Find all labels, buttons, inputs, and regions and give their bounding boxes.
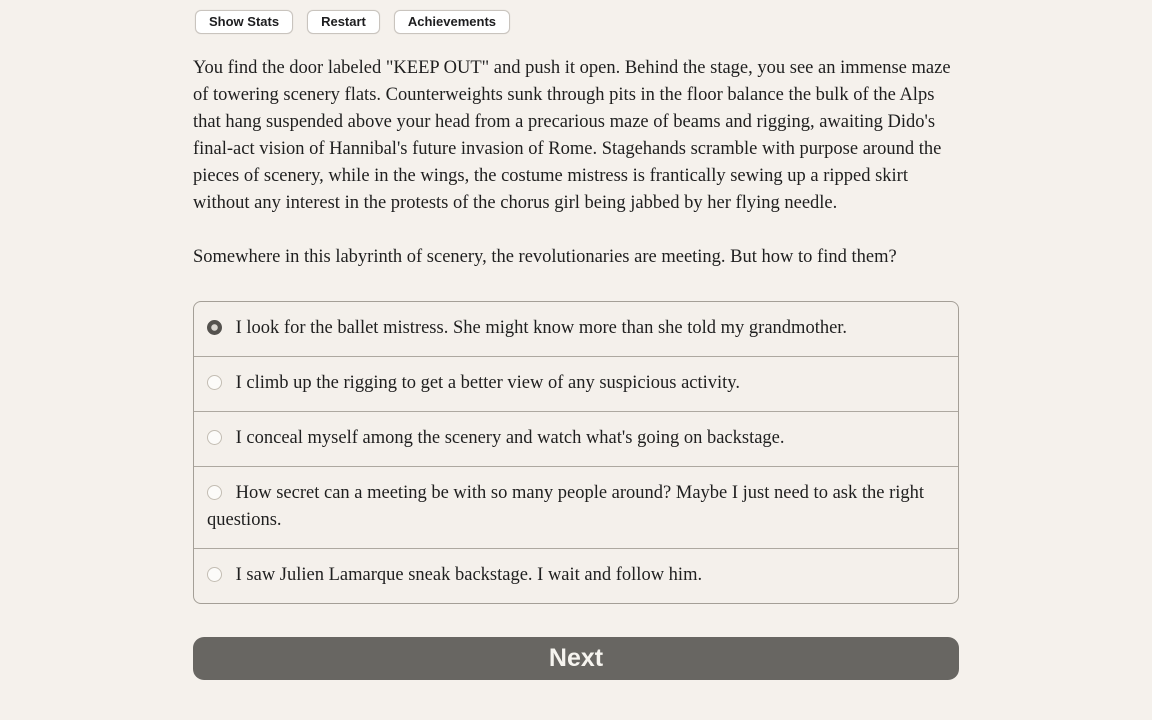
show-stats-button[interactable]: Show Stats [195,10,293,34]
story-text [193,55,959,271]
choice-option-conceal-myself[interactable] [194,411,958,466]
choice-list [193,301,959,604]
choice-radio[interactable] [207,320,222,335]
achievements-button[interactable]: Achievements [394,10,510,34]
toolbar [195,10,959,34]
choice-radio[interactable] [207,567,222,582]
next-button[interactable]: Next [193,637,959,680]
choice-label: I look for the ballet mistress. She might know more than she told my grandmother. [235,318,848,338]
story-paragraph: You find the door labeled "KEEP OUT" and push it open. Behind the stage, you see an immense maze of towering scenery flats. Counterweights sunk through pits in the floor balance the bulk of the Alps that hang suspended above your head from a precarious maze of beams and rigging, awaiting Dido's final-act vision of Hannibal's future invasion of Rome. Stagehands scramble with purpose around the pieces of scenery, while in the wings, the costume mistress is frantically sewing up a ripped skirt without any interest in the protests of the chorus girl being jabbed by her flying needle. [193,58,951,213]
choice-label: I climb up the rigging to get a better view of any suspicious activity. [235,373,740,393]
choice-option-climb-rigging[interactable] [194,356,958,411]
choice-radio[interactable] [207,375,222,390]
choice-option-ask-questions[interactable] [194,466,958,548]
choice-radio[interactable] [207,485,222,500]
choice-label: I conceal myself among the scenery and watch what's going on backstage. [235,428,785,448]
choice-option-follow-julien[interactable] [194,548,958,603]
game-page [193,0,959,680]
story-question: Somewhere in this labyrinth of scenery, the revolutionaries are meeting. But how to find them? [193,247,897,267]
choice-label: I saw Julien Lamarque sneak backstage. I wait and follow him. [235,565,703,585]
choice-label: How secret can a meeting be with so many people around? Maybe I just need to ask the right questions. [207,483,925,530]
restart-button[interactable]: Restart [307,10,380,34]
choice-option-ballet-mistress[interactable] [194,302,958,356]
choice-radio[interactable] [207,430,222,445]
